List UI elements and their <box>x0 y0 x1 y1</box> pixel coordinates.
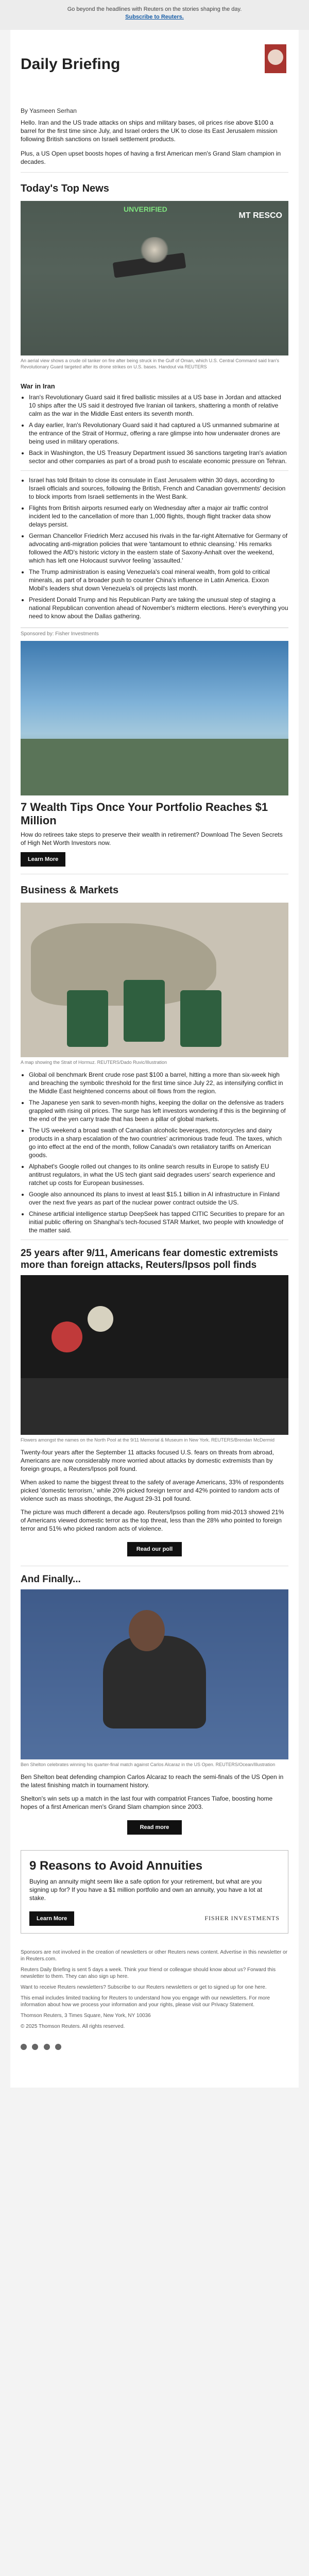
footer-text: Reuters Daily Briefing is sent 5 days a week. Think your friend or colleague should know about us? Forward this newsletter to them. They can also sign up here. <box>21 1967 276 1979</box>
list-item: • The Japanese yen sank to seven-month highs, keeping the dollar on the defensive as traders grappled with rising oil prices. The surge has left investors wondering if this is the beginning of the end of the yen carry trade that has been a pillar of global markets. <box>29 1098 288 1123</box>
learn-more-button[interactable]: Learn More <box>29 1911 74 1926</box>
banner-text: Go beyond the headlines with Reuters on the stories shaping the day. <box>67 6 242 12</box>
list-item: • Back in Washington, the US Treasury Department issued 36 sanctions targeting Iran's aviation sector and other companies as part of a broad push to escalate economic pressure on Tehran. <box>29 449 288 465</box>
news-list <box>21 476 288 620</box>
war-list <box>21 393 288 465</box>
feature-paragraph: When asked to name the biggest threat to the safety of average Americans, 33% of respondents picked 'domestic terrorism,' while 20% picked foreign terror and 42% pointed to random acts of violence such as mass shootings, the August 29-31 poll found. <box>21 1479 284 1502</box>
image-overlay-label: MT RESCO <box>238 211 282 220</box>
list-item: • Global oil benchmark Brent crude rose past $100 a barrel, hitting a more than six-week high and breaching the symbolic threshold for the first time since July 22, as intensifying conflict in the Middle East heightened concerns about oil flows from the region. <box>29 1071 288 1095</box>
ad-photo <box>21 641 288 795</box>
section-heading-top-news: Today's Top News <box>21 183 109 194</box>
finally-paragraph: Shelton's win sets up a match in the last four with compatriot Frances Tiafoe, boosting home hopes of a first American men's Grand Slam champion since 2003. <box>21 1795 273 1810</box>
footer-text: Thomson Reuters, 3 Times Square, New York, NY 10036 <box>21 2013 151 2019</box>
footer-text: Sponsors are not involved in the creation of newsletters or other Reuters news content. Advertise in this newsletter or in Reuters.com. <box>21 1950 288 1962</box>
finally-heading: And Finally... <box>21 1574 81 1585</box>
business-list <box>21 1071 288 1234</box>
photo-caption: Flowers amongst the names on the North Pool at the 9/11 Memorial & Museum in New York. REUTERS/Brendan McDermid <box>21 1437 275 1443</box>
footer-text: This email includes limited tracking for Reuters to understand how you engage with our newsletters. For more information about how we process your information and your rights, please visit our Privacy Statement. <box>21 1995 270 2008</box>
ad-title: 9 Reasons to Avoid Annuities <box>29 1859 203 1873</box>
footer-text: Want to receive Reuters newsletters? Subscribe to our Reuters newsletters or get to signed up for one here. <box>21 1985 267 1990</box>
list-item: • A day earlier, Iran's Revolutionary Guard said it had captured a US unmanned submarine at the entrance of the Strait of Hormuz, offering a rare glimpse into how underwater drones are being used in military operations. <box>29 421 288 446</box>
photo-caption: Ben Shelton celebrates winning his quarter-final match against Carlos Alcaraz in the US Open. REUTERS/Ocean/Illustration <box>21 1762 276 1767</box>
list-item: • Iran's Revolutionary Guard said it fired ballistic missiles at a US base in Jordan and attacked 10 ships after the US said it destroyed five Iranian oil tankers, shattering a month of relative calm as the war in the Middle East enters its seventh month. <box>29 393 288 418</box>
ad-body: Buying an annuity might seem like a safe option for your retirement, but what are you signing up for? If you have a $1 million portfolio and own an annuity, you have a lot at stake. <box>29 1878 263 1902</box>
divider <box>21 470 288 471</box>
ad-title: 7 Wealth Tips Once Your Portfolio Reaches $1 Million <box>21 801 268 827</box>
intro <box>10 118 299 166</box>
masthead <box>10 30 299 98</box>
intro-paragraph: Hello. Iran and the US trade attacks on ships and military bases, oil prices rise above $100 a barrel for the first time since July, and Israel orders the UK to close its East Jerusalem mission following British sanctions on Israeli settlement products. <box>21 119 278 143</box>
feature-paragraph: Twenty-four years after the September 11 attacks focused U.S. fears on threats from abroad, Americans are now considerably more worried about attacks by domestic extremists than by foreign groups, a Reuters/Ipsos poll found. <box>21 1449 274 1472</box>
instagram-icon[interactable] <box>55 2044 61 2050</box>
feature-heading: 25 years after 9/11, Americans fear domestic extremists more than foreign attacks, Reuters/Ipsos poll finds <box>21 1248 278 1270</box>
list-item: • The Trump administration is easing Venezuela's coal mineral wealth, from gold to critical minerals, as part of a broader push to counter China's influence in Latin America. Exxon Mobil's leaders shut down Venezuela's oil projects last month. <box>29 568 288 592</box>
learn-more-button[interactable]: Learn More <box>21 852 65 867</box>
linkedin-icon[interactable] <box>44 2044 50 2050</box>
ad-body: How do retirees take steps to preserve their wealth in retirement? Download The Seven Secrets of High Net Worth Investors now. <box>21 831 283 846</box>
sponsored-ad <box>21 628 288 867</box>
list-item: • Israel has told Britain to close its consulate in East Jerusalem within 30 days, according to Israeli officials and sources, following the British, French and Canadian governments' decision to block imports from Israeli settlements in the West Bank. <box>29 476 288 501</box>
photo-caption: An aerial view shows a crude oil tanker on fire after being struck in the Gulf of Oman, which U.S. Central Command said Iran's Revolutionary Guard targeted after its drone strikes on U.S. bases. Handout via REUTERS <box>21 358 279 369</box>
list-item: • German Chancellor Friedrich Merz accused his rivals in the far-right Alternative for Germany of advocating anti-migration policies that were 'tantamount to ethnic cleansing.' His remarks followed the AfD's historic victory in the eastern state of Saxony-Anhalt over the weekend, which has left one Holocaust survivor feeling 'assaulted.' <box>29 532 288 565</box>
finally-paragraph: Ben Shelton beat defending champion Carlos Alcaraz to reach the semi-finals of the US Open in the latest finishing match in tournament history. <box>21 1773 284 1789</box>
x-icon[interactable] <box>32 2044 38 2050</box>
subscribe-link[interactable]: Subscribe to Reuters. <box>125 14 184 20</box>
tennis-photo <box>21 1589 288 1759</box>
map-photo <box>21 903 288 1057</box>
photo-caption: A map showing the Strait of Hormuz. REUTERS/Dado Ruvic/Illustration <box>21 1060 167 1065</box>
memorial-photo <box>21 1275 288 1435</box>
list-item: • Flights from British airports resumed early on Wednesday after a major air traffic control incident led to the cancellation of more than 1,000 flights, though flight tracker data show delays persist. <box>29 504 288 529</box>
social-links <box>10 2039 299 2057</box>
fisher-logo: FISHER INVESTMENTS <box>204 1914 280 1922</box>
feature-paragraph: The picture was much different a decade ago. Reuters/Ipsos polling from mid-2013 showed 21% of Americans viewed domestic terror as the top threat, less than the 28% who pointed to foreign terror and 51% who picked random acts of violence. <box>21 1509 284 1532</box>
facebook-icon[interactable] <box>21 2044 27 2050</box>
list-item: • President Donald Trump and his Republican Party are taking the unusual step of staging a national Republican convention ahead of November's midterm elections. Here's everything you need to know about the Dallas gathering. <box>29 596 288 620</box>
read-more-button[interactable]: Read more <box>127 1820 182 1835</box>
footer <box>10 1949 299 2039</box>
sponsor-label: Sponsored by: Fisher Investments <box>21 631 99 637</box>
list-item: • Google also announced its plans to invest at least $15.1 billion in AI infrastructure in Finland over the next five years as part of the nuclear power contract outside the US. <box>29 1190 288 1207</box>
intro-paragraph: Plus, a US Open upset boosts hopes of having a first American men's Grand Slam champion in decades. <box>21 150 281 165</box>
footer-text: © 2025 Thomson Reuters. All rights reserved. <box>21 2024 125 2029</box>
divider <box>21 172 288 173</box>
list-item: • The US weekend a broad swath of Canadian alcoholic beverages, motorcycles and dairy products in a sharp escalation of the two countries' acrimonious trade feud. The taxes, which go into effect at the end of the month, follow Canada's own retaliatory tariffs on American goods. <box>29 1126 288 1159</box>
avatar <box>265 44 286 73</box>
fisher-ad <box>21 1850 288 1934</box>
list-item: • Chinese artificial intelligence startup DeepSeek has tapped CITIC Securities to prepare for an initial public offering on Shanghai's tech-focused STAR Market, two people with knowledge of the matter said. <box>29 1210 288 1234</box>
subheading-war-in-iran: War in Iran <box>21 382 55 390</box>
top-banner <box>0 0 309 30</box>
watermark: UNVERIFIED <box>124 205 167 213</box>
section-heading-business: Business & Markets <box>21 885 119 896</box>
read-poll-button[interactable]: Read our poll <box>127 1542 182 1556</box>
tanker-photo <box>21 201 288 355</box>
newsletter-title: Daily Briefing <box>21 56 121 73</box>
byline: By Yasmeen Serhan <box>21 107 77 114</box>
newsletter-body <box>10 30 299 2088</box>
list-item: • Alphabet's Google rolled out changes to its online search results in Europe to satisfy EU antitrust regulators, in what the US tech giant said degrades users' search experience and ratchet up costs for European businesses. <box>29 1162 288 1187</box>
